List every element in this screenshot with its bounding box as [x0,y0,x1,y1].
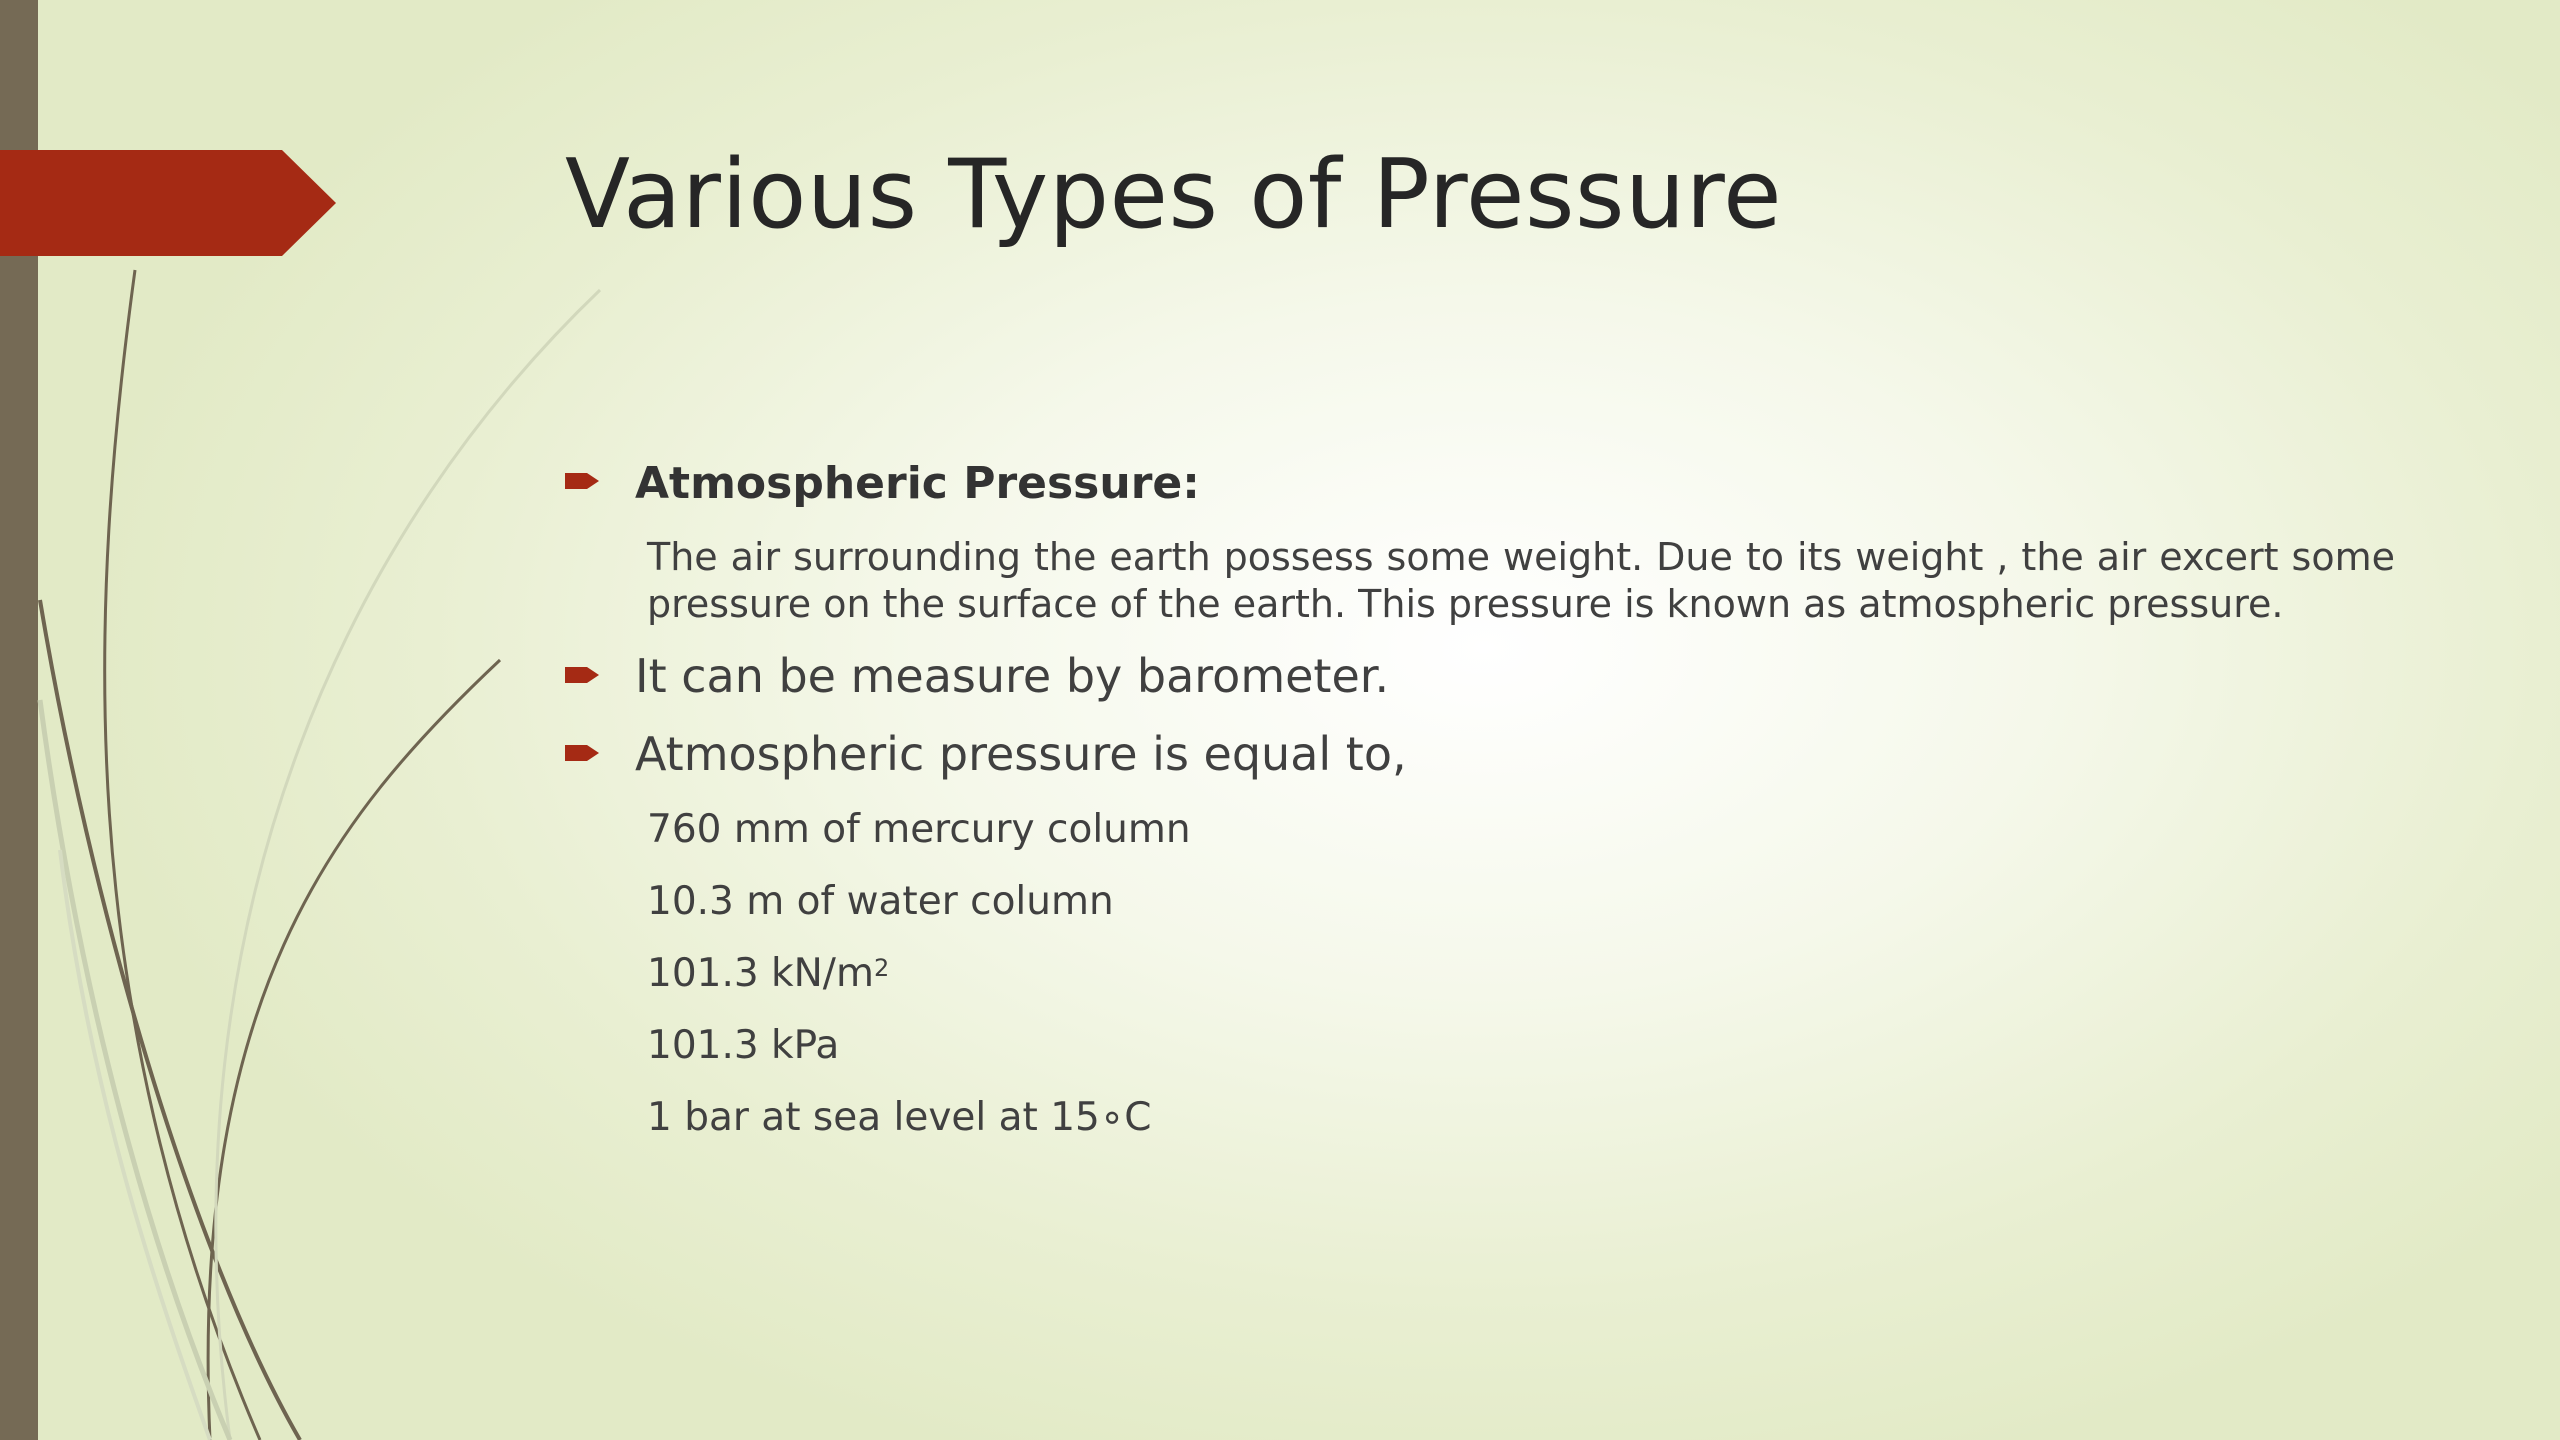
pressure-values-list [565,794,2395,1154]
definition-paragraph: The air surrounding the earth possess some weight. Due to its weight , the air excert some pressure on the surface of the earth. This pressure is known as atmospheric pressure. [647,535,2395,626]
superscript: 2 [873,954,890,982]
value-text: 101.3 kN/m [647,951,874,996]
arrow-bullet-icon [565,743,601,763]
slide-title: Various Types of Pressure [565,140,1783,250]
bullet-text: Atmospheric pressure is equal to, [635,727,1407,781]
title-arrow-banner [0,150,336,256]
arrow-bullet-icon [565,471,601,491]
bullet-heading: Atmospheric Pressure: [635,458,1200,509]
slide-content [565,452,2395,1154]
bullet-equal-to [565,724,2395,784]
arrow-bullet-icon [565,665,601,685]
bullet-barometer [565,646,2395,706]
value-kn-per-m2 [647,938,2395,1010]
bullet-atmospheric-pressure [565,452,2395,514]
value-bar-sea-level: 1 bar at sea level at 15∘C [647,1095,1152,1140]
value-water-column: 10.3 m of water column [647,879,1114,924]
bullet-text: It can be measure by barometer. [635,649,1390,703]
value-kpa: 101.3 kPa [647,1023,840,1068]
value-mercury-column: 760 mm of mercury column [647,807,1191,852]
